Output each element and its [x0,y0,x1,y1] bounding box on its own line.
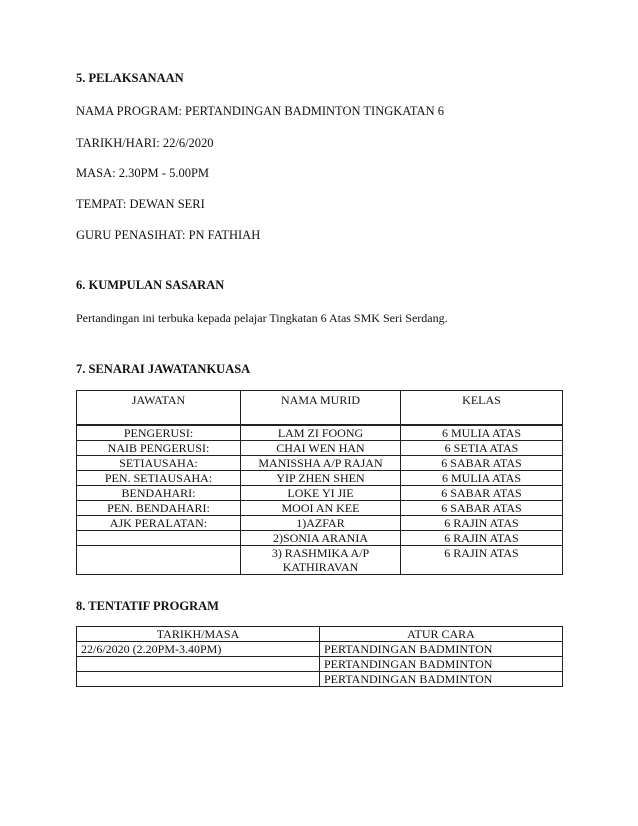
agenda-cell: PERTANDINGAN BADMINTON [320,657,563,672]
role-cell: PENGERUSI: [77,425,241,441]
table-row [77,425,563,441]
role-cell: PEN. SETIAUSAHA: [77,471,241,486]
table-row [77,456,563,471]
datetime-cell: 22/6/2020 (2.20PM-3.40PM) [77,642,320,657]
class-cell: 6 MULIA ATAS [401,425,563,441]
committee-header-class: KELAS [401,391,563,426]
class-cell: 6 SABAR ATAS [401,486,563,501]
target-group-text: Pertandingan ini terbuka kepada pelajar Tingkatan 6 Atas SMK Seri Serdang. [76,311,448,325]
committee-header-name: NAMA MURID [241,391,401,426]
class-cell: 6 SETIA ATAS [401,441,563,456]
student-name-cell: 1)AZFAR [241,516,401,531]
table-row [77,516,563,531]
table-row [77,657,563,672]
class-cell: 6 SABAR ATAS [401,501,563,516]
table-row [77,441,563,456]
committee-header-role: JAWATAN [77,391,241,426]
student-name-cell: MOOI AN KEE [241,501,401,516]
schedule-table [76,626,563,687]
student-name-cell: MANISSHA A/P RAJAN [241,456,401,471]
table-row [77,531,563,546]
table-row [77,471,563,486]
program-name: NAMA PROGRAM: PERTANDINGAN BADMINTON TINGKATAN 6 [76,104,444,118]
program-time: MASA: 2.30PM - 5.00PM [76,166,210,180]
table-row [77,672,563,687]
role-cell: NAIB PENGERUSI: [77,441,241,456]
agenda-cell: PERTANDINGAN BADMINTON [320,672,563,687]
class-cell: 6 RAJIN ATAS [401,531,563,546]
student-name-cell: LOKE YI JIE [241,486,401,501]
committee-table [76,390,563,575]
program-advisor: GURU PENASIHAT: PN FATHIAH [76,228,261,242]
table-row [77,501,563,516]
table-row [77,642,563,657]
datetime-cell [77,657,320,672]
datetime-cell [77,672,320,687]
program-date: TARIKH/HARI: 22/6/2020 [76,136,214,150]
schedule-header-agenda: ATUR CARA [320,627,563,642]
section-7-heading: 7. SENARAI JAWATANKUASA [76,362,251,376]
class-cell: 6 RAJIN ATAS [401,516,563,531]
student-name-cell: CHAI WEN HAN [241,441,401,456]
class-cell: 6 MULIA ATAS [401,471,563,486]
role-cell: SETIAUSAHA: [77,456,241,471]
section-6-heading: 6. KUMPULAN SASARAN [76,278,225,292]
role-cell [77,531,241,546]
student-name-cell: 3) RASHMIKA A/P KATHIRAVAN [241,546,401,575]
role-cell: AJK PERALATAN: [77,516,241,531]
table-row [77,486,563,501]
role-cell: PEN. BENDAHARI: [77,501,241,516]
section-8-heading: 8. TENTATIF PROGRAM [76,599,219,613]
student-name-cell: 2)SONIA ARANIA [241,531,401,546]
table-row [77,546,563,575]
role-cell [77,546,241,575]
student-name-cell: LAM ZI FOONG [241,425,401,441]
class-cell: 6 RAJIN ATAS [401,546,563,575]
role-cell: BENDAHARI: [77,486,241,501]
student-name-cell: YIP ZHEN SHEN [241,471,401,486]
class-cell: 6 SABAR ATAS [401,456,563,471]
section-5-heading: 5. PELAKSANAAN [76,71,184,85]
program-venue: TEMPAT: DEWAN SERI [76,197,205,211]
agenda-cell: PERTANDINGAN BADMINTON [320,642,563,657]
schedule-header-datetime: TARIKH/MASA [77,627,320,642]
